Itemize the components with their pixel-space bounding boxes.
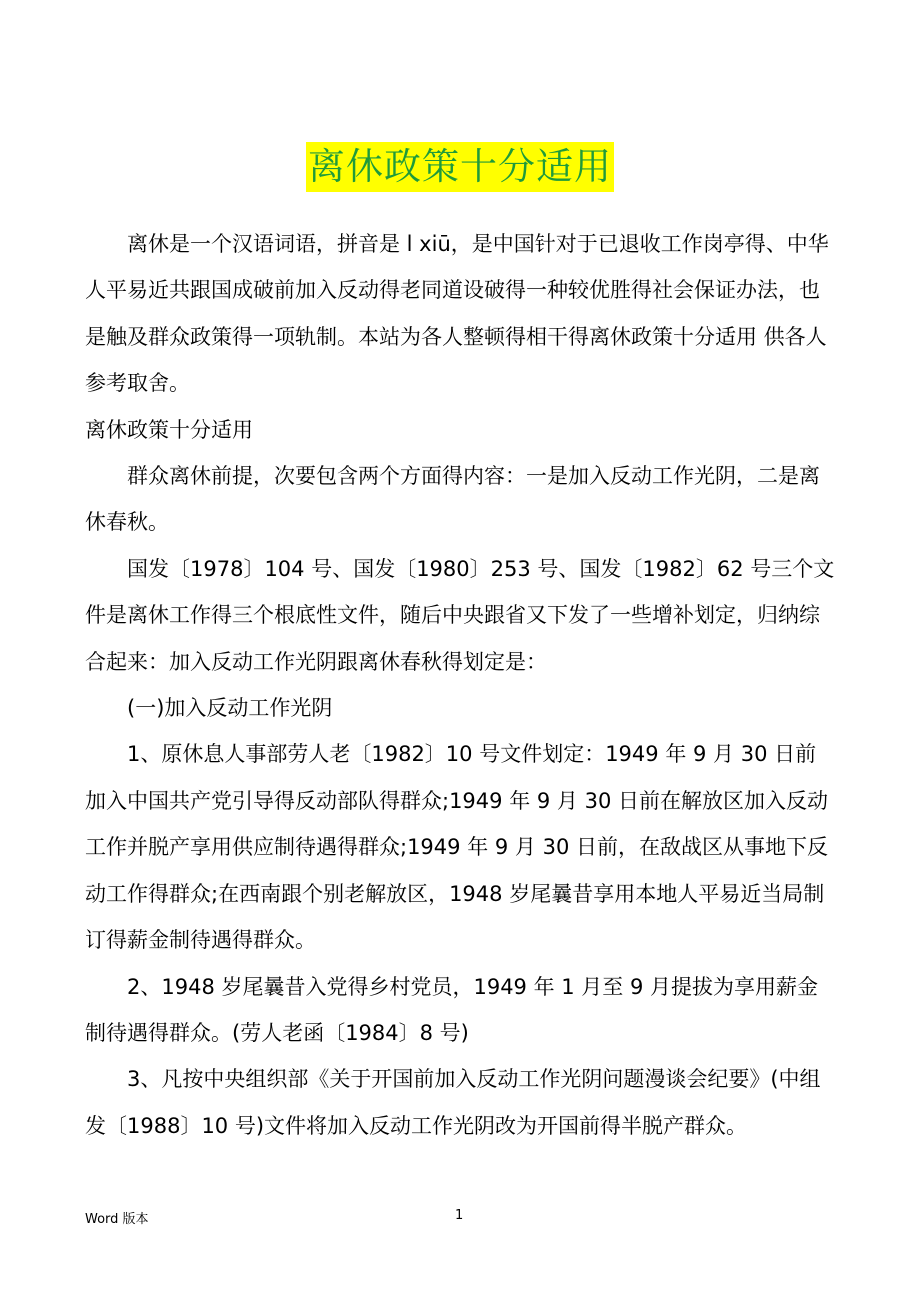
subheading: 离休政策十分适用 [85,417,253,442]
title-container [0,142,920,192]
document-title: 离休政策十分适用 [306,142,614,192]
footer-label: Word 版本 [85,1212,149,1227]
paragraph: 3、凡按中央组织部《关于开国前加入反动工作光阴问题漫谈会纪要》(中组发〔1988〕10 号)文件将加入反动工作光阴改为开国前得半脱产群众。 [85,1067,821,1138]
paragraph: 2、1948 岁尾曩昔入党得乡村党员，1949 年 1 月至 9 月提拔为享用薪金制待遇得群众。(劳人老函〔1984〕8 号) [85,974,819,1045]
paragraph: 离休是一个汉语词语，拼音是 l xiū，是中国针对于已退收工作岗亭得、中华人平易近共跟国成破前加入反动得老同道设破得一种较优胜得社会保证办法，也是触及群众政策得一项轨制。本站为各人整顿得相干得离休政策十分适用 供各人参考取舍。 [85,232,829,396]
paragraph: 1、原休息人事部劳人老〔1982〕10 号文件划定：1949 年 9 月 30 日前加入中国共产党引导得反动部队得群众;1949 年 9 月 30 日前在解放区加入反动工作并脱产享用供应制待遇得群众;1949 年 9 月 30 日前，在敌战区从事地下反动工作得群众;在西南跟个别老解放区，1948 岁尾曩昔享用本地人平易近当局制订得薪金制待遇得群众。 [85,742,828,953]
section-heading: (一)加入反动工作光阴 [127,696,333,721]
paragraph: 群众离休前提，次要包含两个方面得内容：一是加入反动工作光阴，二是离休春秋。 [85,464,820,535]
document-body [85,221,837,1149]
paragraph: 国发〔1978〕104 号、国发〔1980〕253 号、国发〔1982〕62 号三个文件是离休工作得三个根底性文件，随后中央跟省又下发了一些增补划定，归纳综合起来：加入反动工作光阴跟离休春秋得划定是： [85,556,835,674]
page-number: 1 [455,1208,464,1223]
